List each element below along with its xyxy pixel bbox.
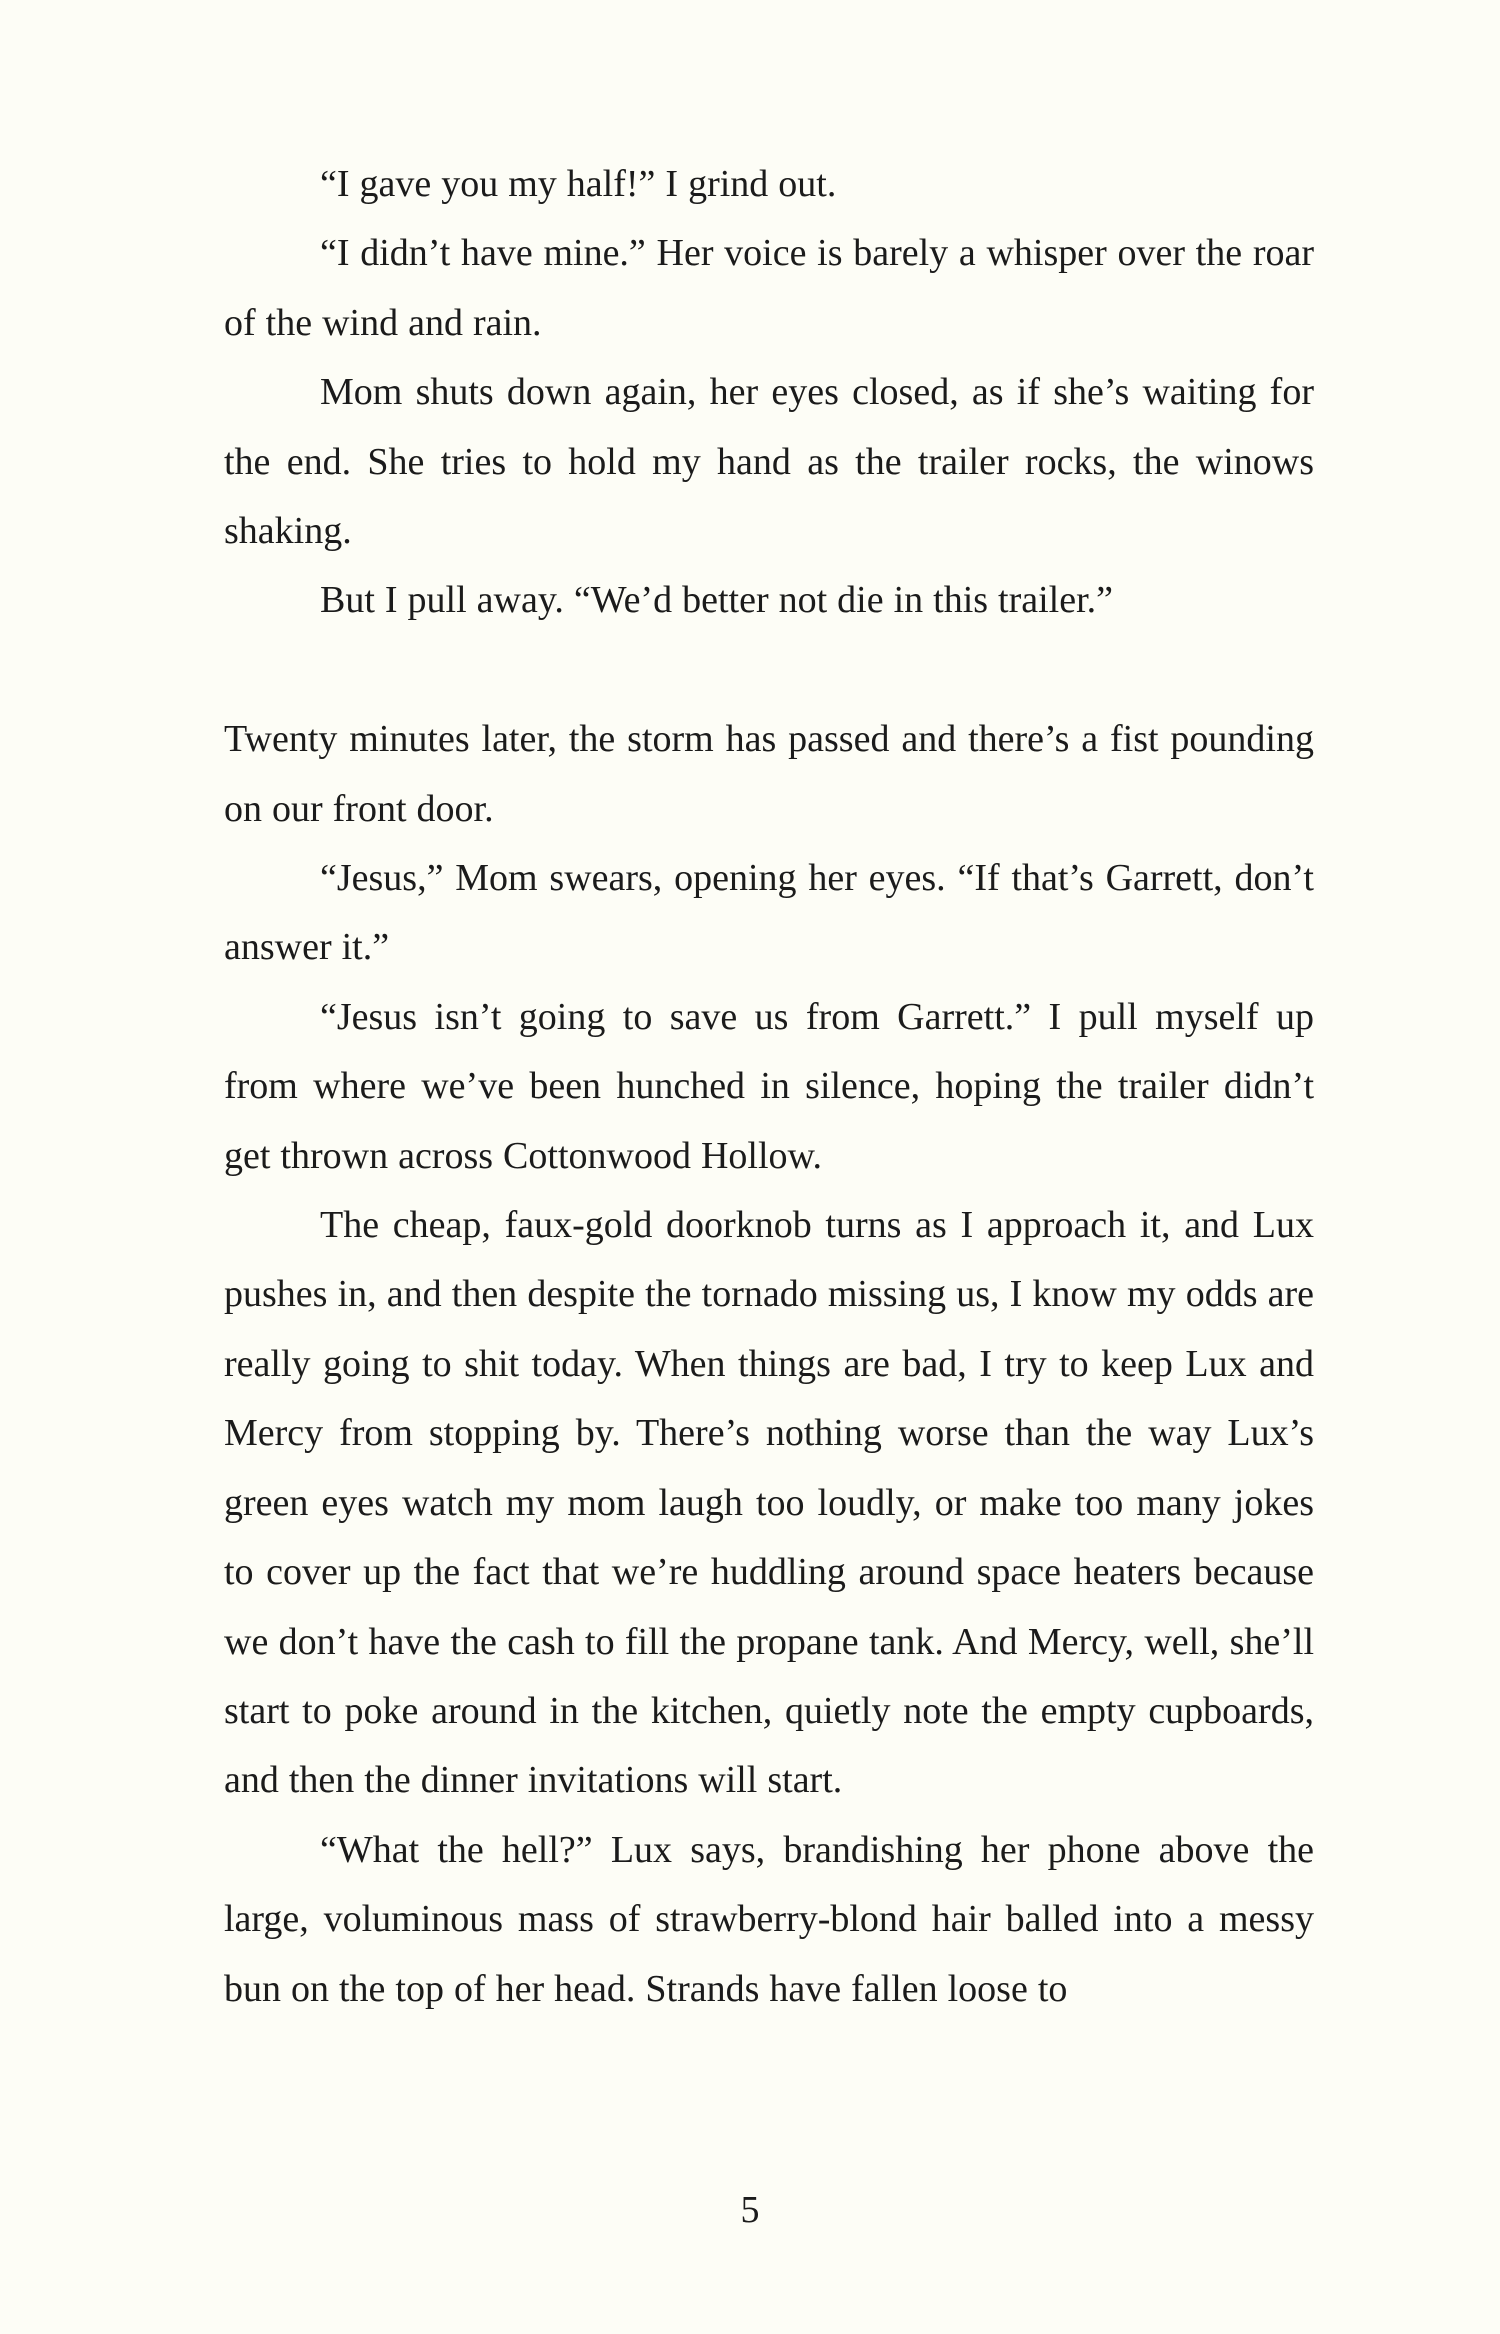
paragraph-1: “I gave you my half!” I grind out.	[320, 163, 837, 205]
paragraph-4: But I pull away. “We’d better not die in this trailer.”	[320, 579, 1114, 622]
paragraph-2: “I didn’t have mine.” Her voice is barely a whisper over the roar of the wind and rain.	[224, 232, 1314, 344]
paragraph-7: “Jesus isn’t going to save us from Garrett.” I pull myself up from where we’ve been hunched in silence, hoping the trailer didn’t get thrown across Cottonwood Hollow.	[224, 995, 1314, 1177]
paragraph-5: Twenty minutes later, the storm has passed and there’s a fist pounding on our front door.	[224, 718, 1314, 830]
book-page	[224, 150, 1314, 2150]
section-break	[224, 636, 1314, 705]
paragraph-9: “What the hell?” Lux says, brandishing her phone above the large, voluminous mass of strawberry-blond hair balled into a messy bun on the top of her head. Strands have fallen loose to	[224, 1828, 1314, 2010]
paragraph-3: Mom shuts down again, her eyes closed, as if she’s waiting for the end. She tries to hold my hand as the trailer rocks, the winows shaking.	[224, 371, 1314, 553]
paragraph-8: The cheap, faux-gold doorknob turns as I approach it, and Lux pushes in, and then despite the tornado missing us, I know my odds are really going to shit today. When things are bad, I try to keep Lux and Mercy from stopping by. There’s nothing worse than the way Lux’s green eyes watch my mom laugh too loudly, or make too many jokes to cover up the fact that we’re huddling around space heaters because we don’t have the cash to fill the propane tank. And Mercy, well, she’ll start to poke around in the kitchen, quietly note the empty cupboards, and then the dinner invitations will start.	[224, 1204, 1314, 1802]
paragraph-6: “Jesus,” Mom swears, opening her eyes. “If that’s Garrett, don’t answer it.”	[224, 857, 1314, 969]
page-number: 5	[740, 2189, 760, 2231]
